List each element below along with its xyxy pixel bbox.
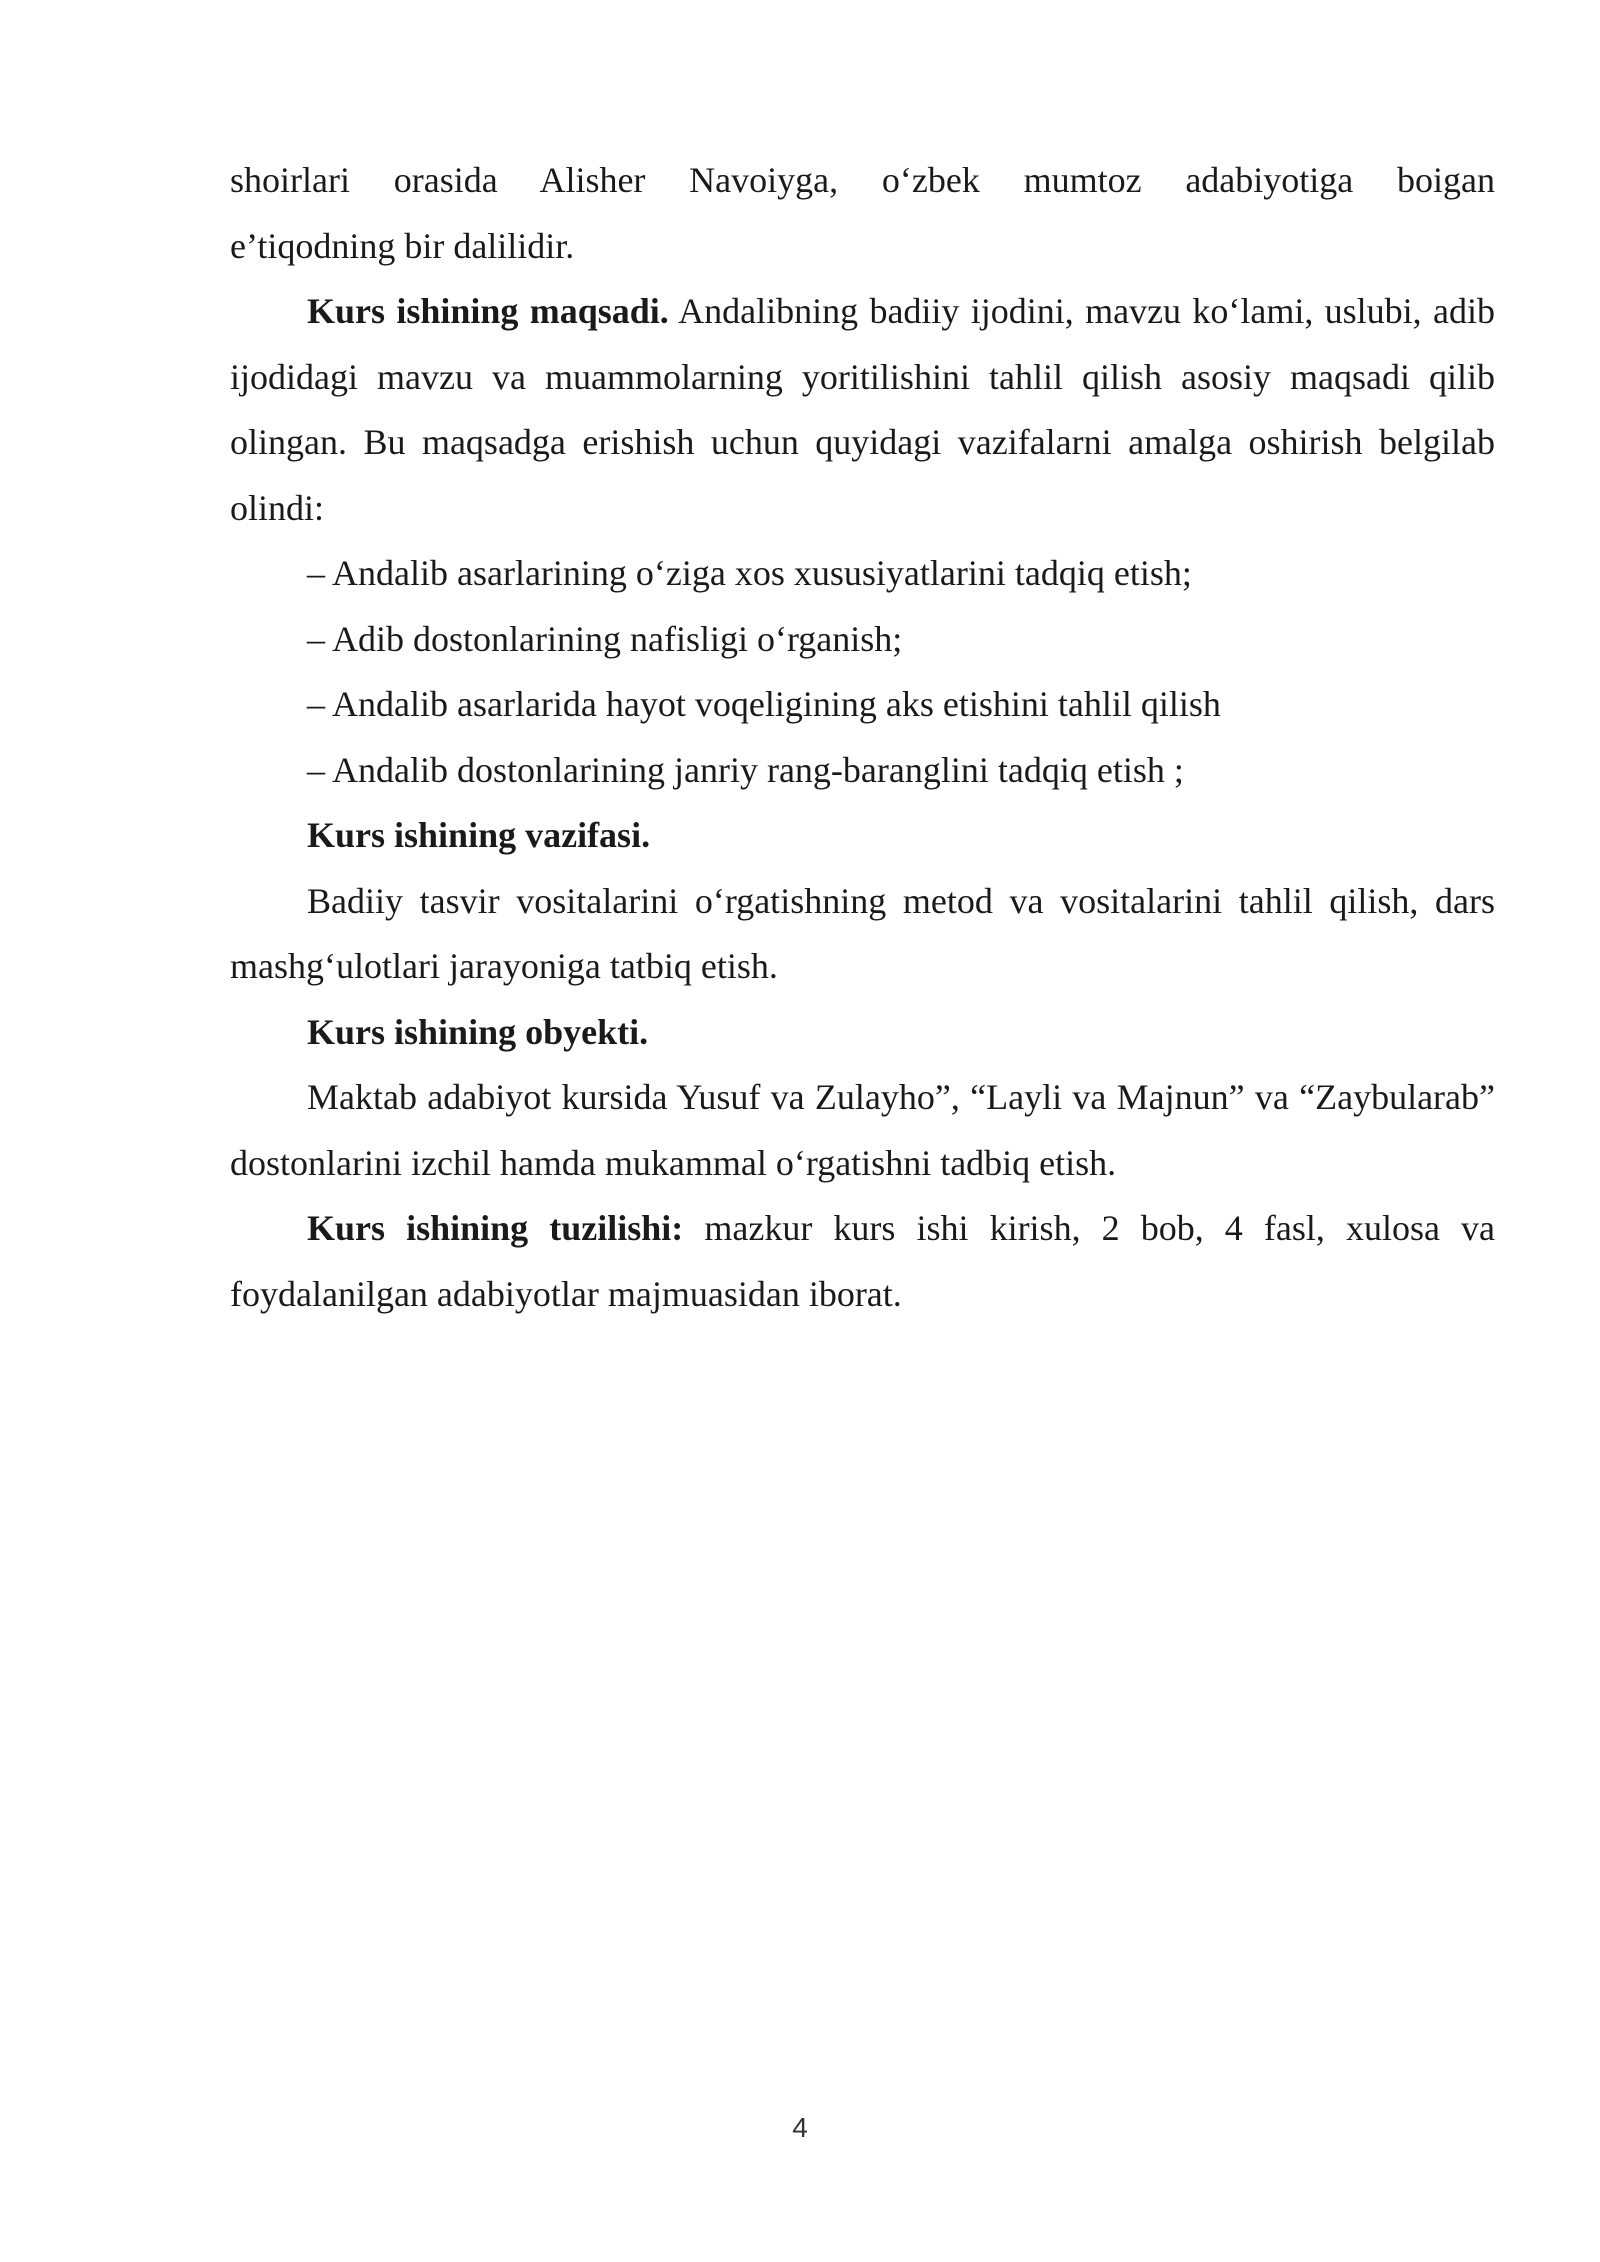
object-heading-paragraph (230, 1000, 1495, 1066)
intro-line-2: e’tiqodning bir dalilidir. (230, 225, 575, 266)
page-number: 4 (792, 2112, 808, 2143)
structure-text: mazkur kurs ishi kirish, 2 bob, 4 fasl, xulosa va foydalanilgan adabiyotlar majmuasidan iborat. (230, 1208, 1495, 1314)
task-heading-paragraph (230, 803, 1495, 869)
intro-line-1: shoirlari orasida Alisher Navoiyga, o‘zbek mumtoz adabiyotiga boigan (230, 160, 1495, 200)
structure-paragraph (230, 1196, 1495, 1327)
task-list-item: – Andalib asarlarining o‘ziga xos xususiyatlarini tadqiq etish; (307, 553, 1192, 593)
document-body (230, 148, 1495, 1327)
goal-paragraph (230, 279, 1495, 541)
object-paragraph: Maktab adabiyot kursida Yusuf va Zulayho”, “Layli va Majnun” va “Zaybularab” dostonlarini izchil hamda mukammal o‘rgatishni tadbiq etish. (230, 1077, 1495, 1183)
goal-text: Andalibning badiiy ijodini, mavzu ko‘lami, uslubi, adib ijodidagi mavzu va muammolarning yoritilishini tahlil qilish asosiy maqsadi qilib olingan. Bu maqsadga erishish uchun quyidagi vazifalarni amalga oshirish belgilab olindi: (230, 291, 1495, 528)
task-paragraph: Badiiy tasvir vositalarini o‘rgatishning metod va vositalarini tahlil qilish, dars mashg‘ulotlari jarayoniga tatbiq etish. (230, 880, 1495, 986)
task-list-item: – Andalib asarlarida hayot voqeligining aks etishini tahlil qilish (307, 684, 1221, 724)
task-heading: Kurs ishining vazifasi. (307, 815, 651, 855)
task-list-item: – Andalib dostonlarining janriy rang-baranglini tadqiq etish ; (307, 749, 1184, 790)
goal-heading: Kurs ishining maqsadi. (307, 291, 669, 331)
task-list-item: – Adib dostonlarining nafisligi o‘rganish; (307, 618, 903, 659)
object-heading: Kurs ishining obyekti. (307, 1011, 649, 1052)
structure-heading: Kurs ishining tuzilishi: (307, 1208, 684, 1248)
